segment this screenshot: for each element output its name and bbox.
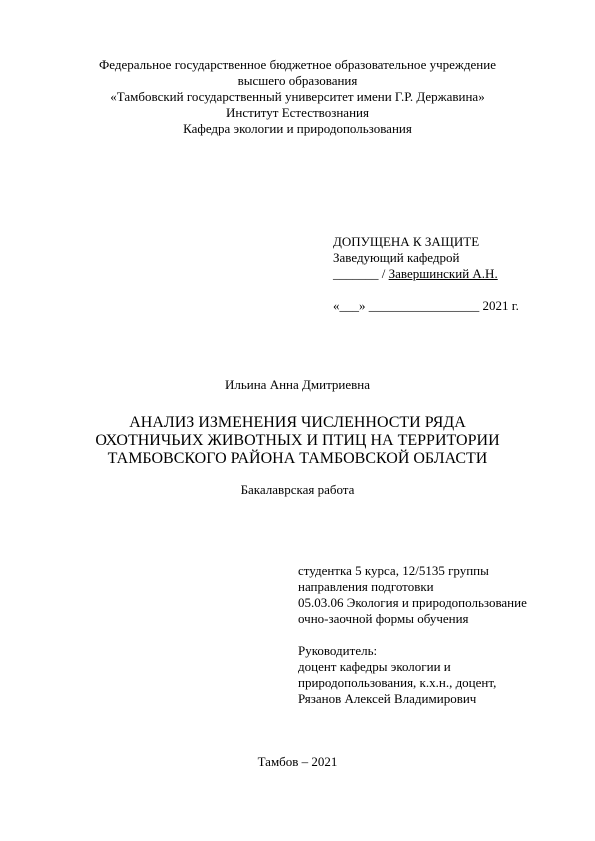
- department-name: Кафедра экологии и природопользования: [183, 121, 412, 136]
- student-info-line-1: студентка 5 курса, 12/5135 группы: [298, 563, 489, 578]
- city-year: Тамбов – 2021: [257, 754, 338, 769]
- supervisor-label: Руководитель:: [298, 643, 378, 658]
- institution-line-1: Федеральное государственное бюджетное образовательное учреждение: [99, 57, 496, 72]
- approval-date-line: «___» _________________ 2021 г.: [333, 298, 519, 313]
- supervisor-line-1: доцент кафедры экологии и: [298, 659, 451, 674]
- supervisor-line-2: природопользования, к.х.н., доцент,: [298, 675, 497, 690]
- thesis-title-line-3: ТАМБОВСКОГО РАЙОНА ТАМБОВСКОЙ ОБЛАСТИ: [107, 450, 488, 467]
- head-of-department-name: Завершинский А.Н.: [388, 266, 498, 281]
- approval-signature-line: [333, 266, 498, 282]
- student-info-line-3: 05.03.06 Экология и природопользование: [298, 595, 527, 610]
- student-info-line-4: очно-заочной формы обучения: [298, 611, 469, 626]
- work-type: Бакалаврская работа: [240, 482, 355, 497]
- thesis-title-line-2: ОХОТНИЧЬИХ ЖИВОТНЫХ И ПТИЦ НА ТЕРРИТОРИИ: [95, 432, 500, 449]
- approval-heading: ДОПУЩЕНА К ЗАЩИТЕ: [333, 234, 480, 249]
- signature-blank: _______: [333, 266, 379, 281]
- institution-line-2: высшего образования: [237, 73, 358, 88]
- student-info-line-2: направления подготовки: [298, 579, 434, 594]
- approval-role: Заведующий кафедрой: [333, 250, 460, 265]
- signature-separator: /: [378, 266, 389, 281]
- supervisor-name: Рязанов Алексей Владимирович: [298, 691, 477, 706]
- thesis-title-line-1: АНАЛИЗ ИЗМЕНЕНИЯ ЧИСЛЕННОСТИ РЯДА: [129, 414, 466, 431]
- institute-name: Институт Естествознания: [226, 105, 369, 120]
- author-name: Ильина Анна Дмитриевна: [224, 377, 371, 392]
- university-name: «Тамбовский государственный университет имени Г.Р. Державина»: [110, 89, 485, 104]
